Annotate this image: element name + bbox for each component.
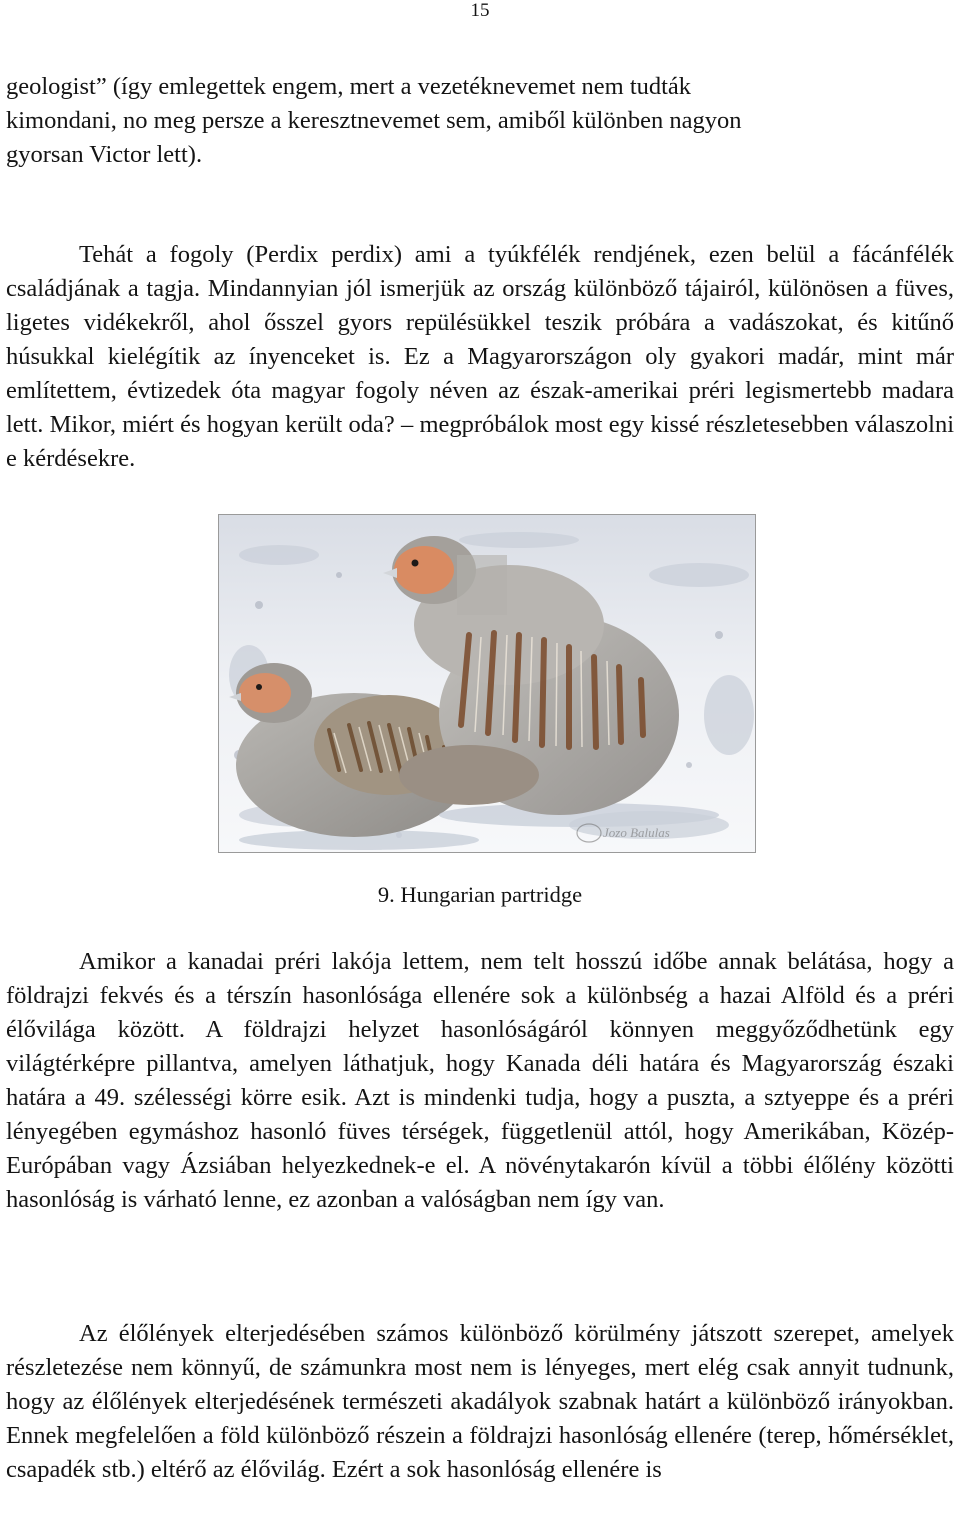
partridge-photo [218, 514, 756, 853]
paragraph-4: Az élőlények elterjedésében számos különböző körülmény játszott szerepet, amelyek részletezése nem könnyű, de számunkra most nem is lényeges, mert elég csak annyit tudnunk, hogy az élőlények elterjedésének természeti akadályok szabnak határt a különböző irányokban. Ennek megfelelően a föld különböző részein a földrajzi hasonlóság ellenére (terep, hőmérséklet, csapadék stb.) eltérő az élővilág. Ezért a sok hasonlóság ellenére is [6, 1320, 954, 1483]
paragraph-3: Amikor a kanadai préri lakója lettem, nem telt hosszú időbe annak belátása, hogy a földrajzi fekvés és a térszín hasonlósága ellenére sok a különbség a hazai Alföld és a préri élővilága között. A földrajzi helyzet hasonlóságáról könnyen meggyőződhetünk egy világtérképre pillantva, amelyen láthatjuk, hogy Kanada déli határa és Magyarország északi határa a 49. szélességi körre esik. Azt is mindenki tudja, hogy a puszta, a sztyeppe és a préri lényegében egymáshoz hasonló füves térségek, függetlenül attól, hogy Amerikában, Közép-Európában vagy Ázsiában helyezkednek-e el. A növénytakarón kívül a többi élőlény közötti hasonlóság is várható lenne, ez azonban a valóságban nem így van. [6, 948, 954, 1213]
paragraph-2: Tehát a fogoly (Perdix perdix) ami a tyúkfélék rendjének, ezen belül a fácánfélék családjának a tagja. Mindannyian jól ismerjük az ország különböző tájairól, különösen a füves, ligetes vidékekről, ahol ősszel gyors repülésükkel teszik próbára a vadászokat, és kitűnő húsukkal kielégítik az ínyenceket is. Ez a Magyarországon oly gyakori madár, mint már említettem, évtizedek óta magyar fogoly néven az észak-amerikai préri legismertebb madara lett. Mikor, miért és hogyan került oda? – megpróbálok most egy kissé részletesebben válaszolni e kérdésekre. [6, 241, 954, 472]
paragraph-1: geologist” (így emlegettek engem, mert a vezetéknevemet nem tudták kimondani, no meg persze a keresztnevemet sem, amiből különben nagyon gyorsan Victor lett). [6, 73, 742, 168]
page-number: 15 [470, 0, 490, 21]
figure-caption: 9. Hungarian partridge [377, 882, 583, 907]
svg-text:Jozo Balulas: Jozo Balulas [603, 825, 670, 840]
